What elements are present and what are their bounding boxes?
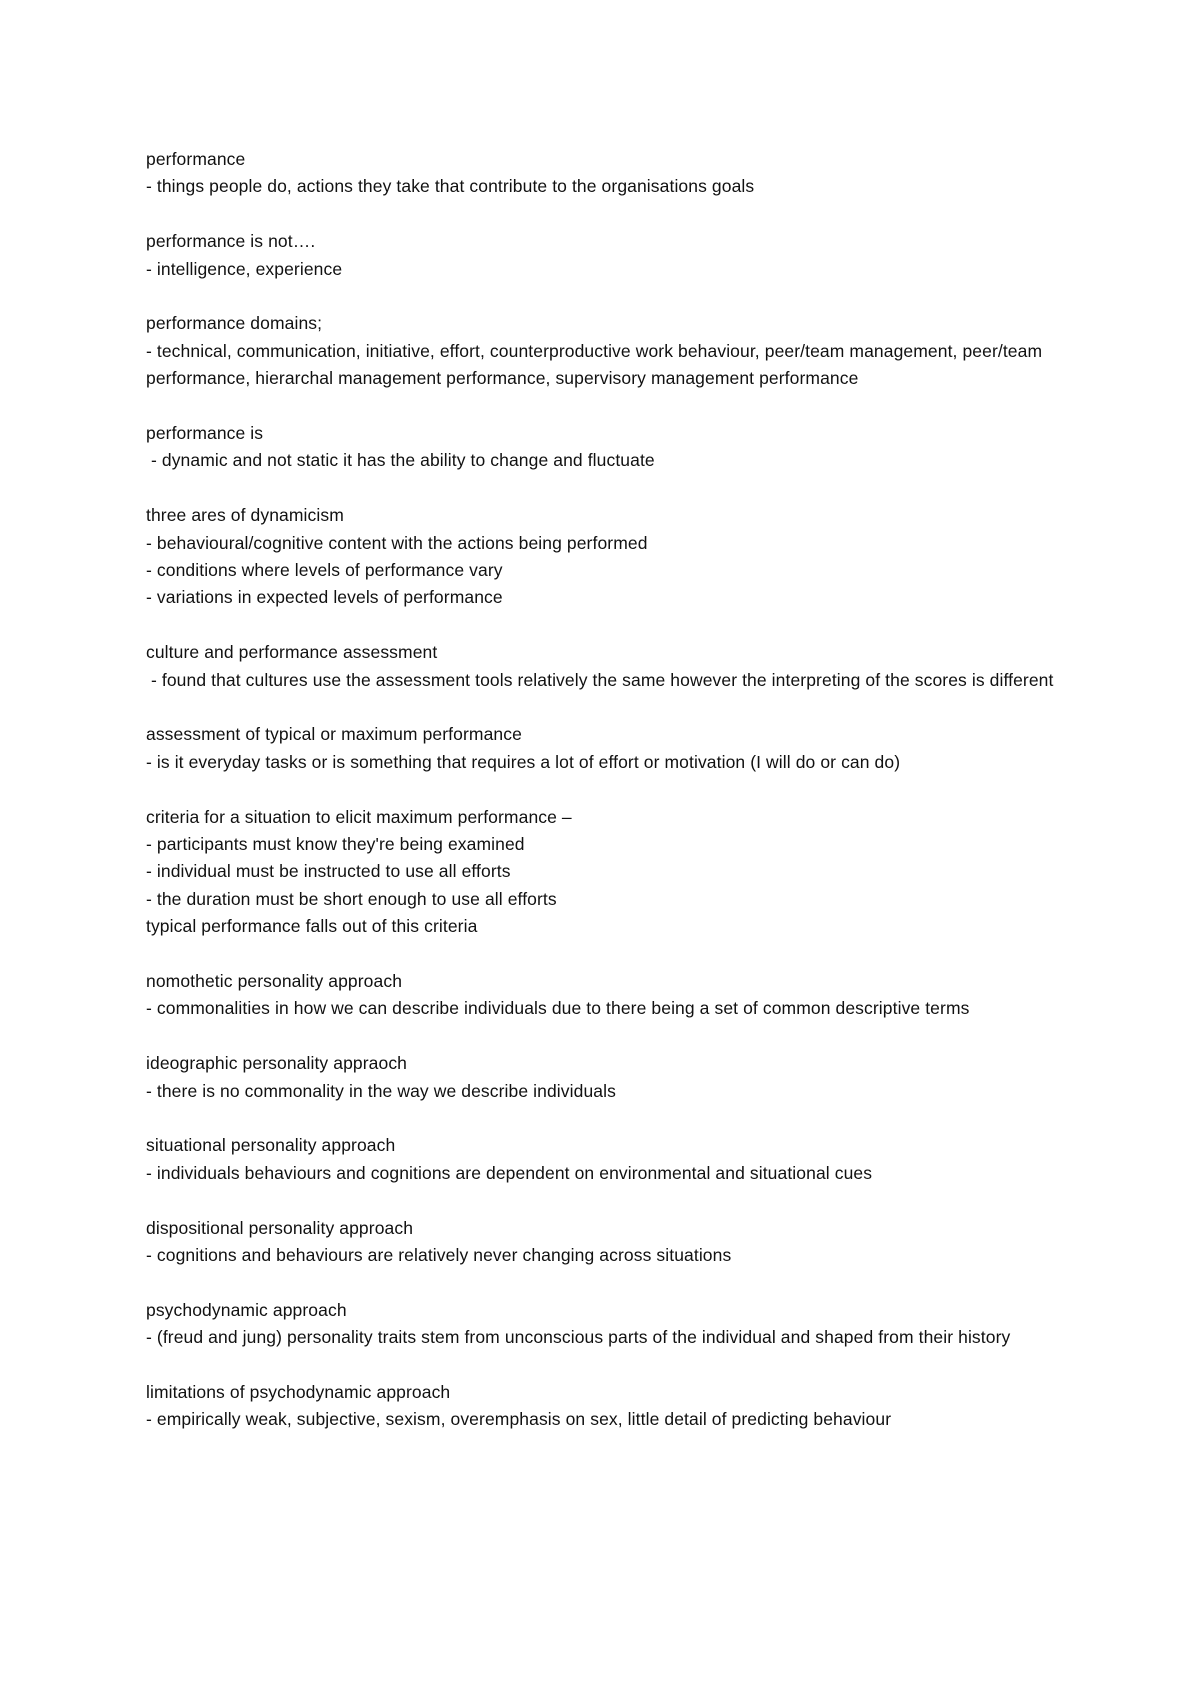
- section-heading: criteria for a situation to elicit maximum performance –: [146, 806, 572, 827]
- section-heading: performance domains;: [146, 313, 323, 334]
- section-heading: limitations of psychodynamic approach: [146, 1382, 451, 1403]
- section-heading: situational personality approach: [146, 1135, 396, 1156]
- section-bullet: - is it everyday tasks or is something that requires a lot of effort or motivation (I will do or can do): [146, 751, 901, 772]
- section-bullet: - dynamic and not static it has the ability to change and fluctuate: [146, 450, 655, 471]
- section-heading: culture and performance assessment: [146, 642, 438, 663]
- section-maximum-criteria: [146, 804, 1066, 941]
- section-note: typical performance falls out of this criteria: [146, 916, 478, 937]
- section-bullet: - conditions where levels of performance vary: [146, 560, 503, 581]
- section-bullet: - participants must know they're being examined: [146, 834, 525, 855]
- section-heading: performance: [146, 149, 246, 169]
- section-bullet: - technical, communication, initiative, effort, counterproductive work behaviour, peer/team management, peer/team performance, hierarchal management performance, supervisory management performance: [146, 340, 1048, 389]
- section-heading: nomothetic personality approach: [146, 971, 403, 992]
- section-performance-domains: [146, 310, 1066, 392]
- section-heading: assessment of typical or maximum performance: [146, 724, 522, 745]
- section-heading: psychodynamic approach: [146, 1299, 347, 1320]
- section-heading: performance is not….: [146, 231, 316, 252]
- section-bullet: - commonalities in how we can describe individuals due to there being a set of common descriptive terms: [146, 998, 970, 1019]
- document-body: [146, 146, 1066, 1461]
- section-situational: [146, 1132, 1066, 1187]
- section-bullet: - variations in expected levels of performance: [146, 587, 503, 608]
- section-bullet: - individuals behaviours and cognitions are dependent on environmental and situational cues: [146, 1162, 873, 1183]
- section-bullet: - empirically weak, subjective, sexism, overemphasis on sex, little detail of predicting behaviour: [146, 1409, 892, 1430]
- section-bullet: - found that cultures use the assessment tools relatively the same however the interpreting of the scores is different: [146, 669, 1054, 690]
- section-bullet: - the duration must be short enough to use all efforts: [146, 888, 557, 909]
- section-heading: dispositional personality approach: [146, 1217, 414, 1238]
- section-heading: performance is: [146, 423, 264, 444]
- section-ideographic: [146, 1050, 1066, 1105]
- section-performance-is-not: [146, 228, 1066, 283]
- section-bullet: - things people do, actions they take that contribute to the organisations goals: [146, 176, 755, 197]
- section-psychodynamic: [146, 1297, 1066, 1352]
- section-bullet: - behavioural/cognitive content with the actions being performed: [146, 532, 648, 553]
- section-nomothetic: [146, 968, 1066, 1023]
- section-dynamicism: [146, 502, 1066, 612]
- section-heading: three ares of dynamicism: [146, 505, 344, 526]
- section-psychodynamic-limitations: [146, 1379, 1066, 1434]
- section-dispositional: [146, 1215, 1066, 1270]
- section-performance: [146, 146, 1066, 201]
- section-bullet: - (freud and jung) personality traits stem from unconscious parts of the individual and shaped from their history: [146, 1327, 1011, 1348]
- section-bullet: - intelligence, experience: [146, 258, 343, 279]
- section-heading: ideographic personality appraoch: [146, 1053, 408, 1074]
- section-performance-is: [146, 420, 1066, 475]
- section-typical-maximum: [146, 721, 1066, 776]
- section-bullet: - individual must be instructed to use all efforts: [146, 861, 511, 882]
- section-bullet: - there is no commonality in the way we describe individuals: [146, 1080, 616, 1101]
- section-bullet: - cognitions and behaviours are relatively never changing across situations: [146, 1245, 732, 1266]
- section-culture-assessment: [146, 639, 1066, 694]
